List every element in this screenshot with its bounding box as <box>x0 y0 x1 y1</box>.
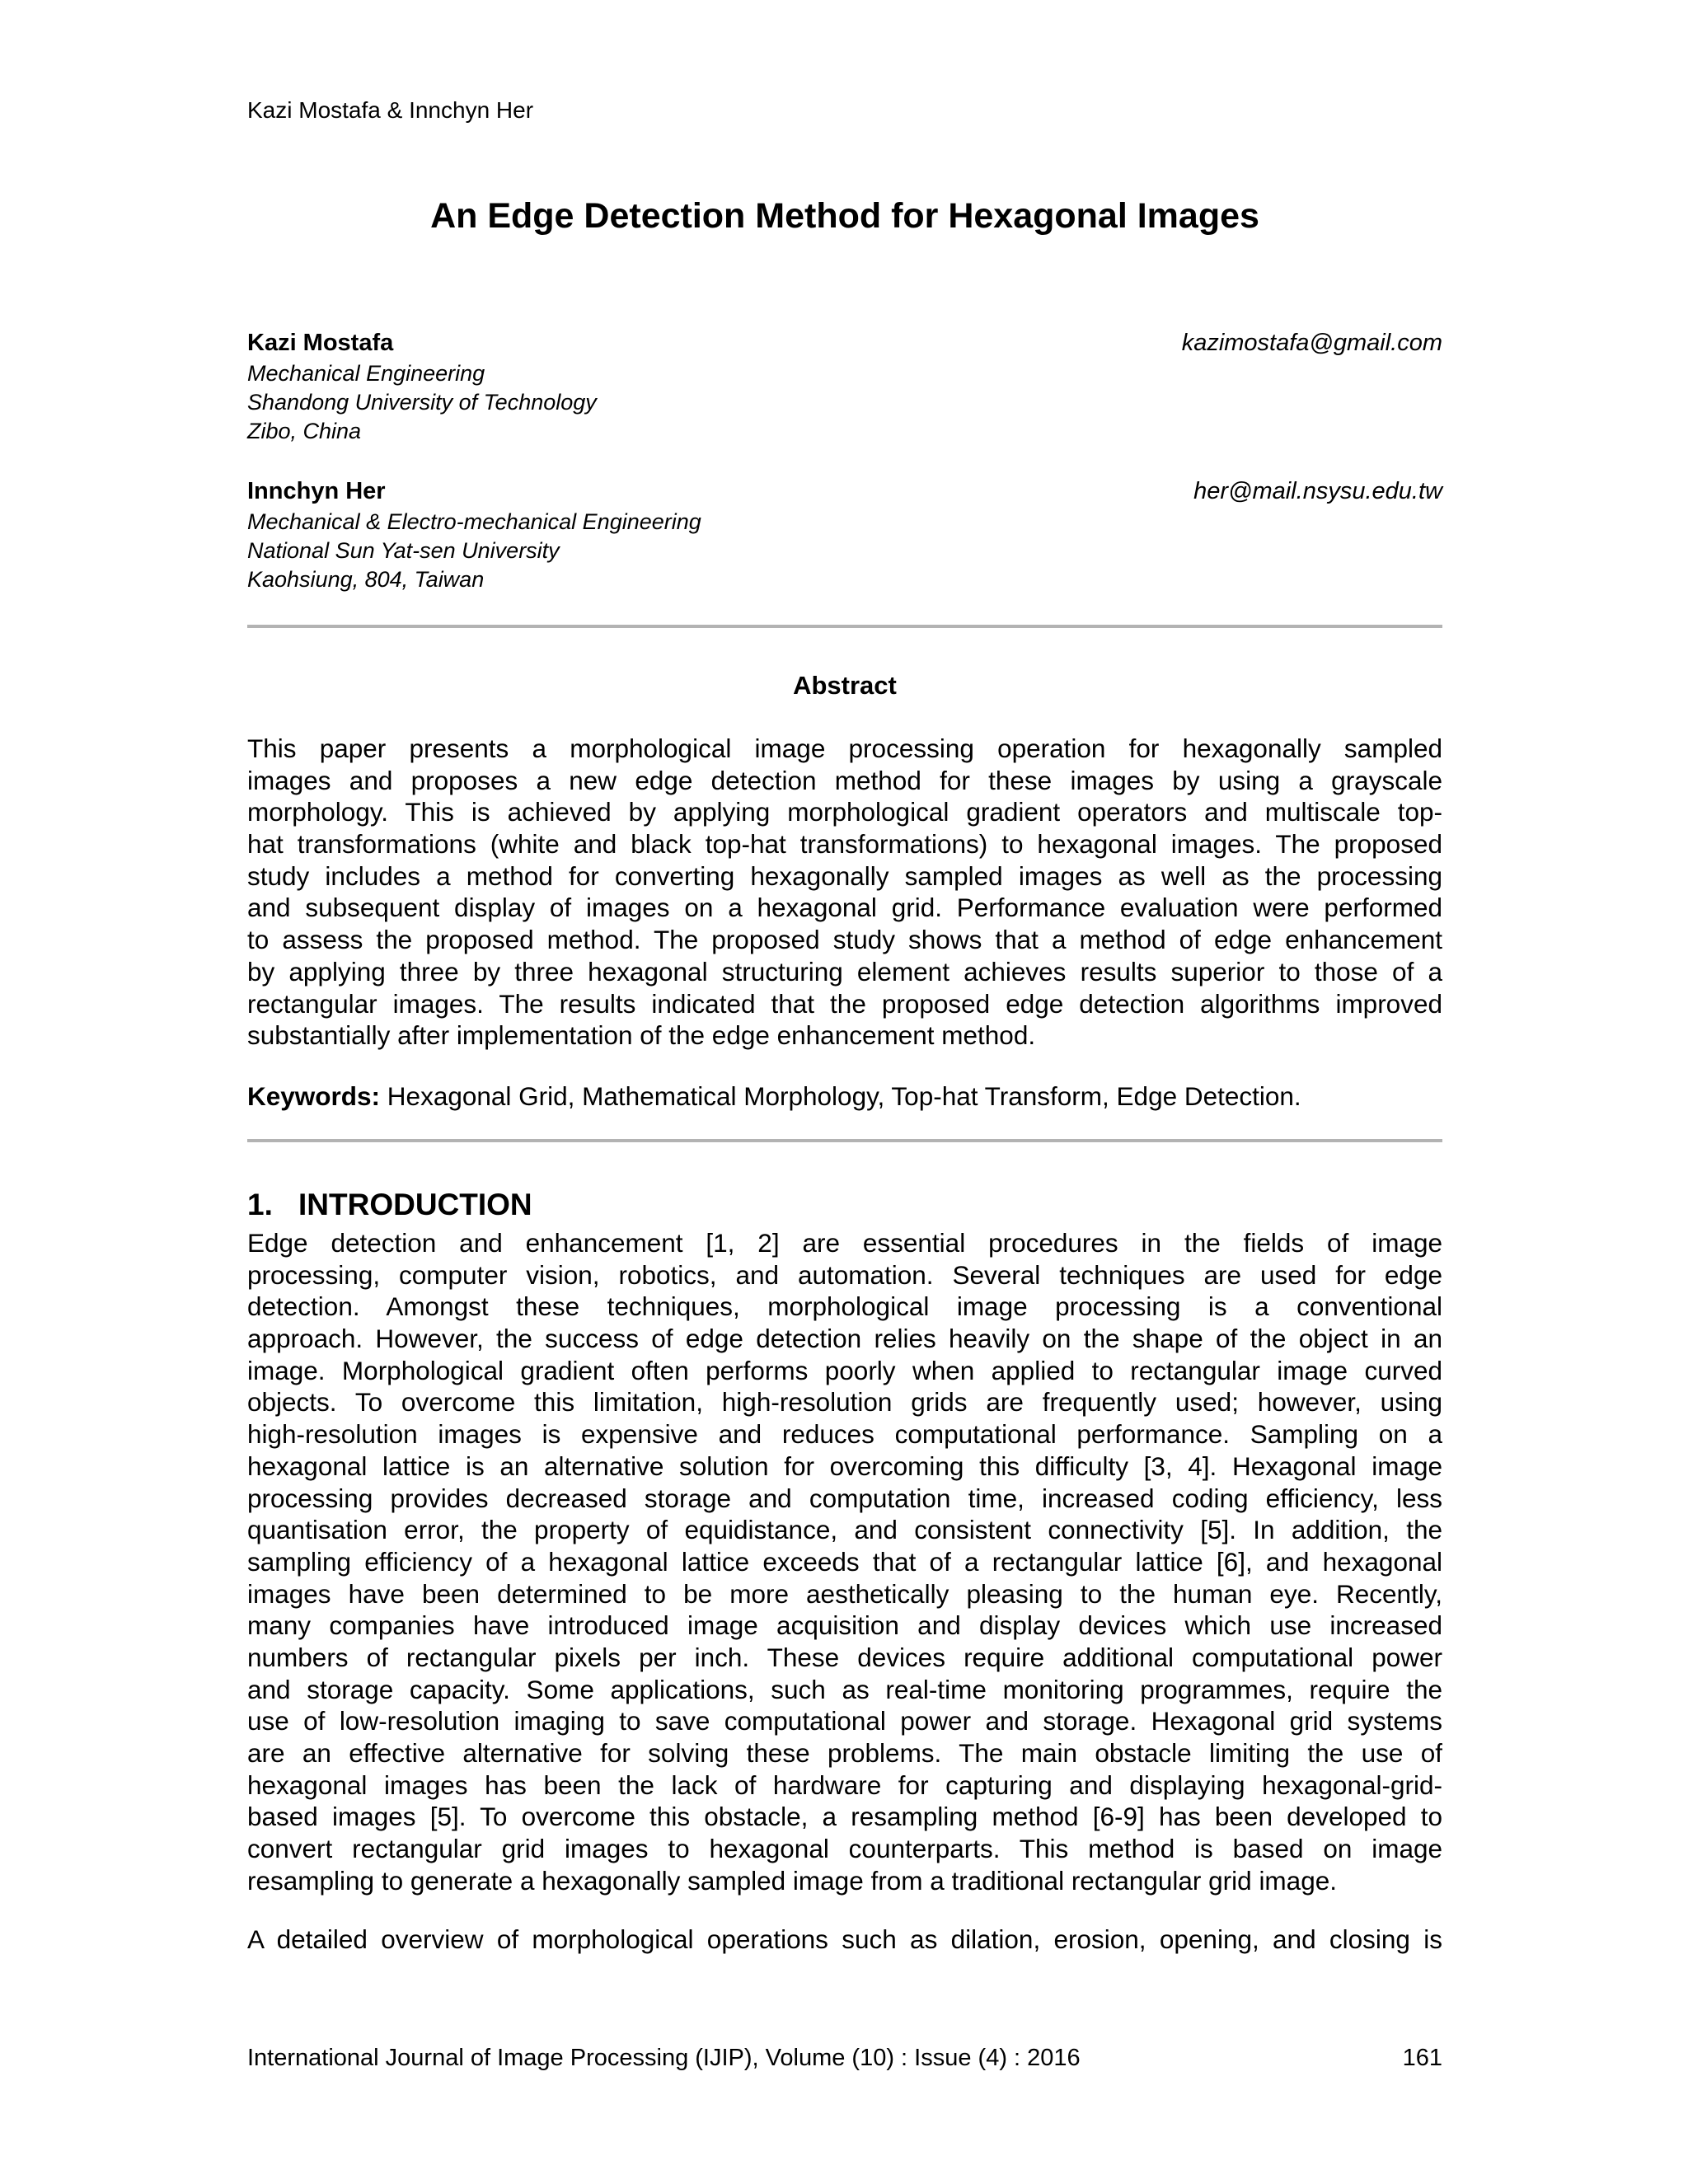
body-line: images have been determined to be more aesthetically pleasing to the human eye. Recently, <box>247 1578 1442 1609</box>
divider <box>247 625 1442 628</box>
abstract-line: study includes a method for converting hexagonally sampled images as well as the processing <box>247 860 1442 891</box>
author-name: Kazi Mostafa <box>247 330 394 356</box>
body-line: processing, computer vision, robotics, and automation. Several techniques are used for edge <box>247 1259 1442 1290</box>
body-line: high-resolution images is expensive and reduces computational performance. Sampling on a <box>247 1419 1442 1450</box>
abstract-line: images and proposes a new edge detection method for these images by using a grayscale <box>247 765 1442 795</box>
divider <box>247 1139 1442 1142</box>
keywords <box>247 1081 1442 1112</box>
body-line: A detailed overview of morphological operations such as dilation, erosion, opening, and closing is <box>247 1924 1442 1954</box>
body-line: processing provides decreased storage and computation time, increased coding efficiency, less <box>247 1483 1442 1513</box>
author-affiliation-line: Mechanical Engineering <box>247 361 485 386</box>
page-number: 161 <box>1402 2045 1442 2071</box>
section-number: 1. <box>247 1188 273 1221</box>
body-line: quantisation error, the property of equidistance, and consistent connectivity [5]. In addition, the <box>247 1515 1442 1545</box>
author-affiliation-line: Mechanical & Electro-mechanical Engineering <box>247 509 701 534</box>
section-heading <box>247 1188 532 1222</box>
author-affiliation-line: Shandong University of Technology <box>247 390 597 415</box>
author-email[interactable]: her@mail.nsysu.edu.tw <box>1193 478 1442 504</box>
body-line: detection. Amongst these techniques, morphological image processing is a conventional <box>247 1291 1442 1322</box>
running-head: Kazi Mostafa & Innchyn Her <box>247 97 534 123</box>
body-line: image. Morphological gradient often performs poorly when applied to rectangular image curved <box>247 1355 1442 1385</box>
abstract-line: hat transformations (white and black top-hat transformations) to hexagonal images. The proposed <box>247 829 1442 860</box>
journal-citation: International Journal of Image Processing (IJIP), Volume (10) : Issue (4) : 2016 <box>247 2045 1081 2071</box>
body-line: sampling efficiency of a hexagonal lattice exceeds that of a rectangular lattice [6], and hexagonal <box>247 1546 1442 1577</box>
abstract-line: to assess the proposed method. The proposed study shows that a method of edge enhancement <box>247 925 1442 955</box>
body-line: many companies have introduced image acquisition and display devices which use increased <box>247 1610 1442 1641</box>
author-affiliation-line: Zibo, China <box>247 419 362 443</box>
body-line: hexagonal images has been the lack of hardware for capturing and displaying hexagonal-grid- <box>247 1769 1442 1800</box>
body-line: resampling to generate a hexagonally sampled image from a traditional rectangular grid image. <box>247 1865 1337 1896</box>
body-line: use of low-resolution imaging to save computational power and storage. Hexagonal grid systems <box>247 1706 1442 1736</box>
abstract-line: by applying three by three hexagonal structuring element achieves results superior to those of a <box>247 956 1442 987</box>
body-line: are an effective alternative for solving these problems. The main obstacle limiting the use of <box>247 1738 1442 1768</box>
introduction-paragraph <box>247 1227 1442 1896</box>
body-line: and storage capacity. Some applications, such as real-time monitoring programmes, require the <box>247 1674 1442 1704</box>
abstract-line: This paper presents a morphological image processing operation for hexagonally sampled <box>247 733 1442 763</box>
section-title: INTRODUCTION <box>298 1188 532 1221</box>
author-name: Innchyn Her <box>247 478 386 504</box>
author-affiliation-line: Kaohsiung, 804, Taiwan <box>247 567 485 592</box>
body-line: Edge detection and enhancement [1, 2] are essential procedures in the fields of image <box>247 1228 1442 1258</box>
keywords-text: Hexagonal Grid, Mathematical Morphology, Top-hat Transform, Edge Detection. <box>380 1081 1301 1111</box>
abstract-line: morphology. This is achieved by applying morphological gradient operators and multiscale top- <box>247 797 1442 827</box>
body-line: objects. To overcome this limitation, high-resolution grids are frequently used; however, using <box>247 1387 1442 1418</box>
body-line: numbers of rectangular pixels per inch. These devices require additional computational power <box>247 1642 1442 1672</box>
abstract-line: substantially after implementation of the edge enhancement method. <box>247 1020 1036 1051</box>
keywords-label: Keywords: <box>247 1081 381 1111</box>
paper-title: An Edge Detection Method for Hexagonal Images <box>430 196 1259 236</box>
body-line: based images [5]. To overcome this obstacle, a resampling method [6-9] has been developed to <box>247 1802 1442 1832</box>
body-line: convert rectangular grid images to hexagonal counterparts. This method is based on image <box>247 1834 1442 1864</box>
body-line: hexagonal lattice is an alternative solution for overcoming this difficulty [3, 4]. Hexagonal image <box>247 1451 1442 1481</box>
abstract-line: and subsequent display of images on a hexagonal grid. Performance evaluation were performed <box>247 893 1442 923</box>
abstract-body <box>247 733 1442 1052</box>
body-line: approach. However, the success of edge detection relies heavily on the shape of the object in an <box>247 1324 1442 1354</box>
abstract-line: rectangular images. The results indicated that the proposed edge detection algorithms improved <box>247 988 1442 1019</box>
introduction-paragraph <box>247 1924 1442 1956</box>
author-affiliation-line: National Sun Yat-sen University <box>247 538 560 563</box>
author-email[interactable]: kazimostafa@gmail.com <box>1181 330 1442 356</box>
abstract-heading: Abstract <box>793 671 897 700</box>
